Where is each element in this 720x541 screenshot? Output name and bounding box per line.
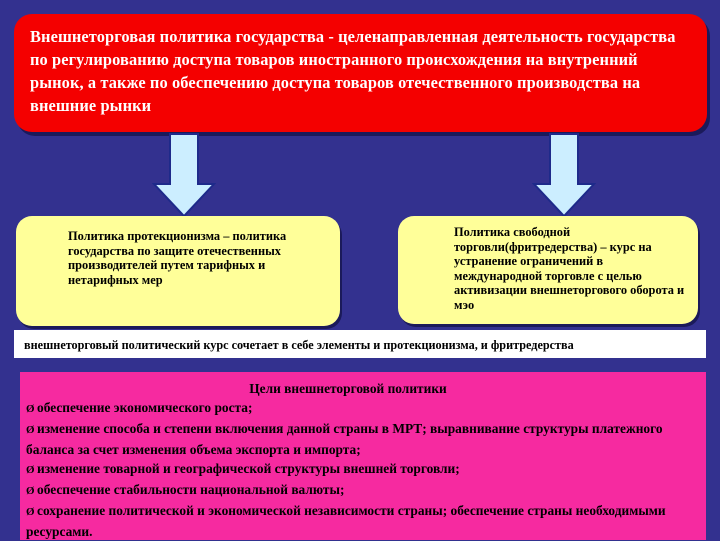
goal-item	[26, 459, 700, 480]
goal-text: изменение способа и степени включения данной страны в МРТ; выравнивание структуры платежного баланса за счет изменения объема экспорта и импорта;	[26, 421, 663, 457]
arrow-bullet-icon: Ø	[26, 464, 35, 476]
down-arrow-right	[532, 132, 596, 218]
definition-text: Внешнеторговая политика государства - целенаправленная деятельность государства по регулированию доступа товаров иностранного происхождения на внутренний рынок, а также по обеспечению доступа товаров отечественного производства на внешние рынки	[30, 27, 676, 115]
goal-text: обеспечение экономического роста;	[37, 400, 253, 415]
free-trade-policy-box	[398, 216, 698, 324]
goal-text: обеспечение стабильности национальной валюты;	[37, 482, 345, 497]
goal-item	[26, 419, 700, 459]
down-arrow-left	[152, 132, 216, 218]
goal-item	[26, 480, 700, 501]
free-trade-policy-text: Политика свободной торговли(фритредерства) – курс на устранение ограничений в международной торговле с целью активизации внешнеторгового оборота и мэо	[454, 225, 685, 312]
goal-item	[26, 398, 700, 419]
arrow-bullet-icon: Ø	[26, 424, 35, 436]
goals-box	[20, 372, 706, 540]
goal-text: сохранение политической и экономической независимости страны; обеспечение страны необходимыми ресурсами.	[26, 503, 666, 539]
goals-title: Цели внешнеторговой политики	[249, 381, 447, 396]
protectionism-policy-box	[16, 216, 340, 326]
arrow-bullet-icon: Ø	[26, 485, 35, 497]
definition-box	[14, 14, 707, 132]
arrow-bullet-icon: Ø	[26, 506, 35, 518]
arrow-bullet-icon: Ø	[26, 403, 35, 415]
protectionism-policy-text: Политика протекционизма – политика государства по защите отечественных производителей путем тарифных и нетарифных мер	[68, 229, 287, 287]
goal-item	[26, 501, 700, 541]
combined-course-bar	[14, 330, 706, 358]
combined-course-text: внешнеторговый политический курс сочетает в себе элементы и протекционизма, и фритредерства	[24, 338, 574, 352]
goal-text: изменение товарной и географической структуры внешней торговли;	[37, 461, 460, 476]
